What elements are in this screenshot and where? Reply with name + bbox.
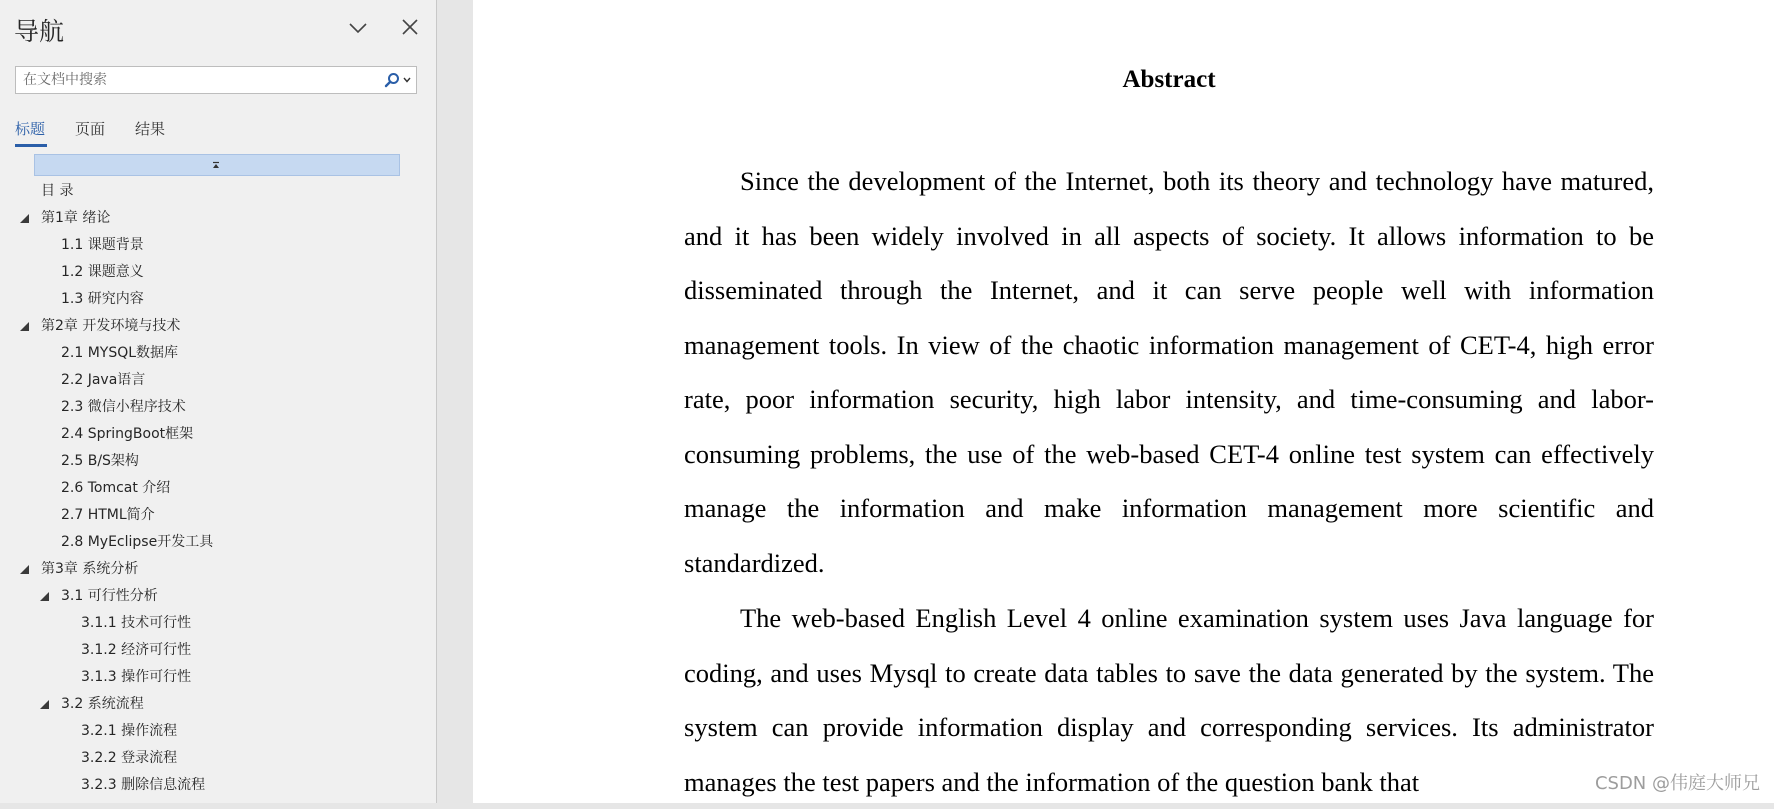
collapse-all-bar[interactable] <box>34 154 400 176</box>
expand-collapse-triangle-icon[interactable] <box>20 565 29 574</box>
navigation-pane <box>0 0 437 803</box>
toc-item[interactable]: 2.8 MyEclipse开发工具 <box>61 534 214 550</box>
search-options-chevron-icon[interactable] <box>402 75 412 85</box>
toc-item[interactable]: 第1章 绪论 <box>41 210 111 226</box>
toc-item[interactable]: 1.3 研究内容 <box>61 291 144 307</box>
expand-collapse-triangle-icon[interactable] <box>40 592 49 601</box>
toc-item[interactable]: 3.1.3 操作可行性 <box>81 669 192 685</box>
toc-item[interactable]: 3.1 可行性分析 <box>61 588 158 604</box>
toc-item[interactable]: 3.2.3 删除信息流程 <box>81 777 206 793</box>
close-icon[interactable] <box>398 15 422 39</box>
search-icon[interactable] <box>384 72 400 88</box>
abstract-paragraph-1: Since the development of the Internet, both its theory and technology have matured, and it has been widely involved in all aspects of society. It allows information to be disseminated through the Internet, and it can serve people well with information management tools. In view of the chaotic information management of CET-4, high error rate, poor information security, high labor intensity, and time-consuming and labor-consuming problems, the use of the web-based CET-4 online test system can effectively manage the information and make information management more scientific and standardized. <box>684 166 1654 578</box>
nav-pane-title: 导航 <box>14 17 65 46</box>
search-input[interactable] <box>16 67 390 93</box>
document-gutter <box>437 0 473 803</box>
expand-collapse-triangle-icon[interactable] <box>20 214 29 223</box>
toc-item[interactable]: 3.1.1 技术可行性 <box>81 615 192 631</box>
toc-item[interactable]: 3.2.2 登录流程 <box>81 750 178 766</box>
tab-results[interactable]: 结果 <box>135 120 166 138</box>
toc-item[interactable]: 目 录 <box>41 183 74 199</box>
search-box <box>15 66 417 94</box>
toc-item[interactable]: 1.2 课题意义 <box>61 264 144 280</box>
toc-item[interactable]: 第2章 开发环境与技术 <box>41 318 181 334</box>
toc-item[interactable]: 2.7 HTML简介 <box>61 507 155 523</box>
active-tab-indicator <box>15 144 47 147</box>
toc-item[interactable]: 3.2 系统流程 <box>61 696 144 712</box>
abstract-paragraph-2: The web-based English Level 4 online examination system uses Java language for coding, and uses Mysql to create data tables to save the data generated by the system. The system can provide information display and corresponding services. Its administrator manages the test papers and the information of the question bank that <box>684 603 1654 797</box>
toc-tree <box>0 176 436 803</box>
collapse-up-icon <box>211 160 221 170</box>
toc-item[interactable]: 1.1 课题背景 <box>61 237 144 253</box>
toc-item[interactable]: 2.1 MYSQL数据库 <box>61 345 179 361</box>
csdn-watermark: CSDN @伟庭大师兄 <box>1594 773 1760 794</box>
toc-item[interactable]: 3.2.1 操作流程 <box>81 723 178 739</box>
toc-item[interactable]: 2.6 Tomcat 介绍 <box>61 480 171 496</box>
toc-item[interactable]: 2.3 微信小程序技术 <box>61 399 186 415</box>
toc-item[interactable]: 2.5 B/S架构 <box>61 453 139 469</box>
toc-item[interactable]: 2.2 Java语言 <box>61 372 146 388</box>
chevron-down-icon[interactable] <box>346 16 370 40</box>
toc-item[interactable]: 2.4 SpringBoot框架 <box>61 426 194 442</box>
tab-pages[interactable]: 页面 <box>75 120 106 138</box>
expand-collapse-triangle-icon[interactable] <box>40 700 49 709</box>
expand-collapse-triangle-icon[interactable] <box>20 322 29 331</box>
toc-item[interactable]: 第3章 系统分析 <box>41 561 139 577</box>
abstract-heading: Abstract <box>1122 66 1216 93</box>
tab-headings[interactable]: 标题 <box>15 120 46 138</box>
document-page[interactable] <box>473 0 1774 803</box>
toc-item[interactable]: 3.1.2 经济可行性 <box>81 642 192 658</box>
